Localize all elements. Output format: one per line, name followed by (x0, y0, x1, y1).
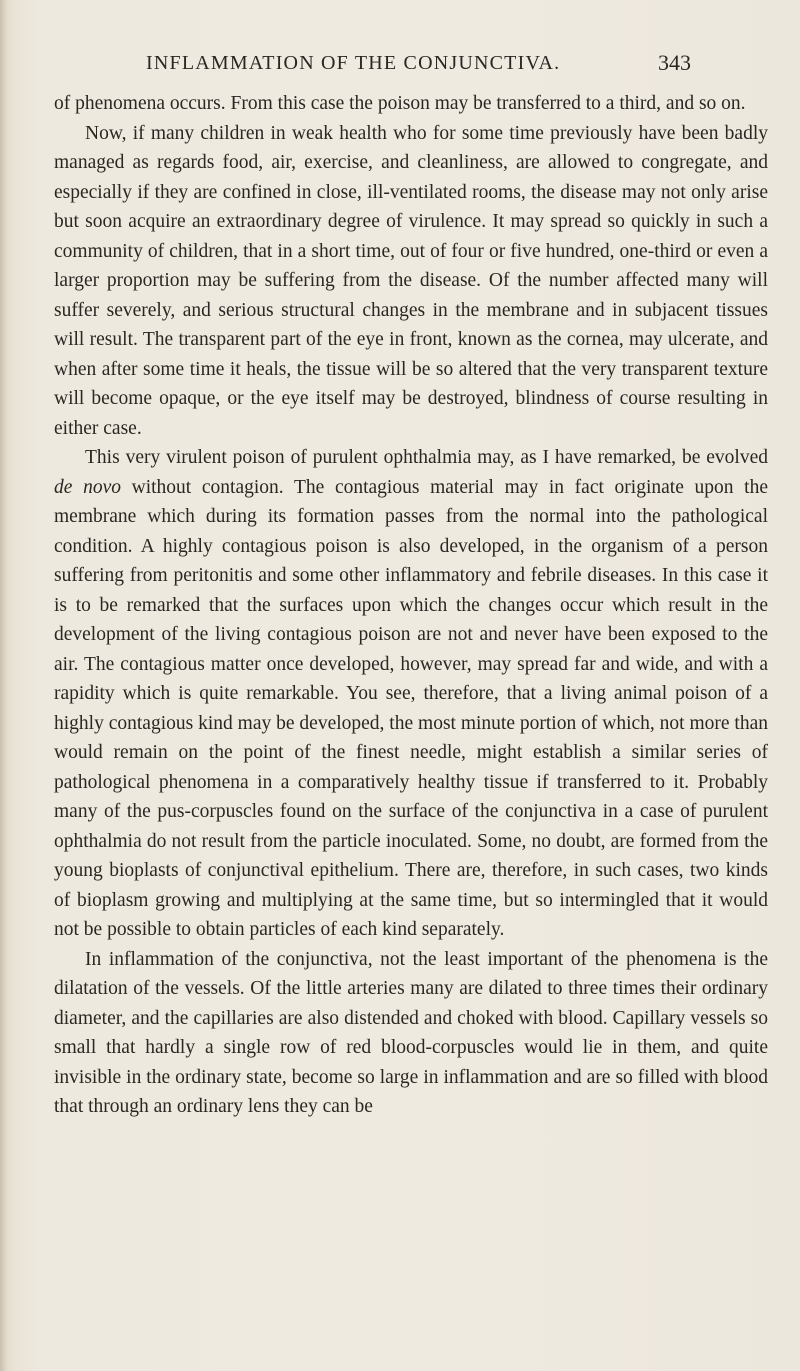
running-head: INFLAMMATION OF THE CONJUNCTIVA. (146, 52, 561, 74)
body-text (54, 89, 768, 1122)
page-edge-shadow (0, 0, 7, 1371)
paragraph-2: Now, if many children in weak health who for some time previously have been badly managed as regards food, air, exercise, and cleanliness, are allowed to congregate, and especially if they are confined in close, ill-ventilated rooms, the disease may not only arise but soon acquire an extraordinary degree of virulence. It may spread so quickly in such a community of children, that in a short time, out of four or five hundred, one-third or even a larger proportion may be suffering from the disease. Of the number affected many will suffer severely, and serious structural changes in the membrane and in subjacent tissues will result. The transparent part of the eye in front, known as the cornea, may ulcerate, and when after some time it heals, the tissue will be so altered that the very transparent texture will become opaque, or the eye itself may be destroyed, blindness of course resulting in either case. (54, 122, 768, 439)
paragraph-3 (54, 443, 768, 945)
paragraph-1: of phenomena occurs. From this case the poison may be transferred to a third, and so on. (54, 93, 746, 114)
paragraph-3-text-before: This very virulent poison of purulent ophthalmia may, as I have remarked, be evolved (85, 447, 768, 468)
paragraph-3-text-after: without contagion. The contagious material may in fact originate upon the membrane which during its formation passes from the normal into the pathological condition. A highly contagious poison is also developed, in the organism of a person suffering from peritonitis and some other inflammatory and febrile diseases. In this case it is to be remarked that the surfaces upon which the changes occur which result in the development of the living contagious poison are not and never have been exposed to the air. The contagious matter once developed, however, may spread far and wide, and with a rapidity which is quite remarkable. You see, therefore, that a living animal poison of a highly contagious kind may be developed, the most minute portion of which, not more than would remain on the point of the finest needle, might establish a similar series of pathological phenomena in a comparatively healthy tissue if transferred to it. Probably many of the pus-corpuscles found on the surface of the conjunctiva in a case of purulent ophthalmia do not result from the particle inoculated. Some, no doubt, are formed from the young bioplasts of conjunctival epithelium. There are, therefore, in such cases, two kinds of bioplasm growing and multiplying at the same time, but so intermingled that it would not be possible to obtain particles of each kind separately. (54, 476, 769, 940)
latin-phrase: de novo (54, 476, 121, 498)
paragraph-4: In inflammation of the conjunctiva, not the least important of the phenomena is the dilatation of the vessels. Of the little arteries many are dilated to three times their ordinary diameter, and the capillaries are also distended and choked with blood. Capillary vessels so small that hardly a single row of red blood-corpuscles would lie in them, and quite invisible in the ordinary state, become so large in inflammation and are so filled with blood that through an ordinary lens they can be (54, 948, 768, 1117)
page-number: 343 (658, 50, 691, 75)
